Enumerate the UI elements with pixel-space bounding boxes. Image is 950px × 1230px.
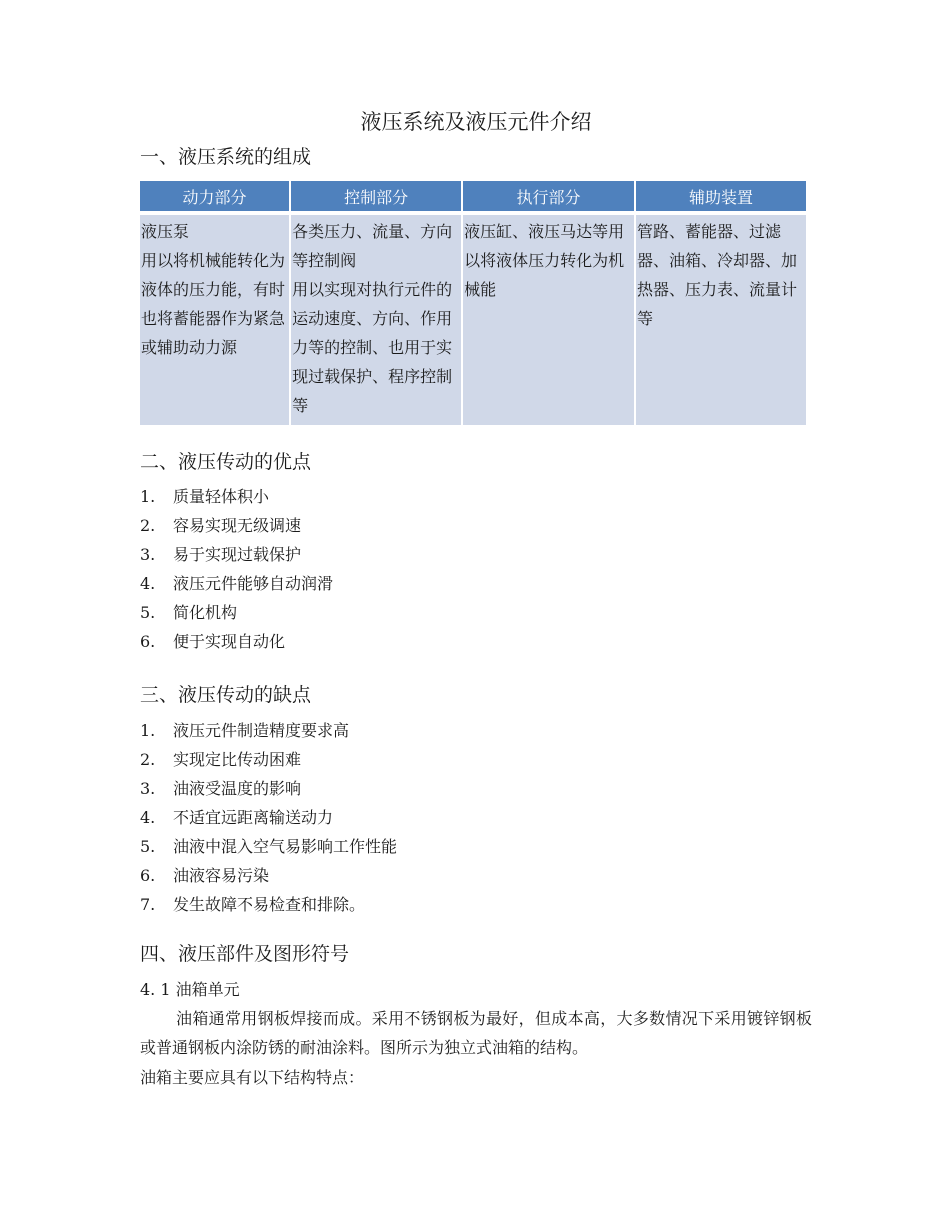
table-row bbox=[140, 215, 806, 425]
disadvantages-list bbox=[140, 716, 397, 919]
list-item-number: 7. bbox=[140, 895, 156, 914]
list-item bbox=[140, 774, 397, 803]
list-item bbox=[140, 627, 333, 656]
section-heading-disadvantages: 三、液压传动的缺点 bbox=[140, 684, 312, 706]
list-item-number: 1. bbox=[140, 487, 156, 506]
list-item-text: 液压元件制造精度要求高 bbox=[173, 721, 350, 740]
list-item-text: 液压元件能够自动润滑 bbox=[173, 574, 334, 593]
list-item bbox=[140, 745, 397, 774]
list-item-number: 5. bbox=[140, 837, 156, 856]
list-item bbox=[140, 716, 397, 745]
list-item-text: 质量轻体积小 bbox=[173, 487, 270, 506]
list-item-number: 5. bbox=[140, 603, 156, 622]
table-cell: 液压泵 用以将机械能转化为液体的压力能，有时也将蓄能器作为紧急或辅助动力源 bbox=[140, 215, 289, 425]
list-item-number: 6. bbox=[140, 632, 156, 651]
list-item-number: 6. bbox=[140, 866, 156, 885]
section-heading-advantages: 二、液压传动的优点 bbox=[140, 451, 312, 473]
list-item-text: 油液容易污染 bbox=[173, 866, 270, 885]
document-title: 液压系统及液压元件介绍 bbox=[360, 110, 592, 134]
section-heading-composition: 一、液压系统的组成 bbox=[140, 146, 312, 168]
list-item bbox=[140, 890, 397, 919]
list-item-number: 4. bbox=[140, 574, 156, 593]
list-item bbox=[140, 511, 333, 540]
section-heading-components: 四、液压部件及图形符号 bbox=[140, 943, 350, 965]
table-header-cell: 执行部分 bbox=[463, 181, 634, 215]
table-header-cell: 控制部分 bbox=[291, 181, 461, 215]
subsection-heading-tank: 4. 1 油箱单元 bbox=[140, 980, 240, 999]
list-item bbox=[140, 569, 333, 598]
list-item bbox=[140, 540, 333, 569]
list-item-number: 3. bbox=[140, 545, 156, 564]
list-item-number: 4. bbox=[140, 808, 156, 827]
list-item-text: 便于实现自动化 bbox=[173, 632, 286, 651]
list-item-text: 油液受温度的影响 bbox=[173, 779, 302, 798]
table-header-cell: 动力部分 bbox=[140, 181, 289, 215]
list-item-number: 3. bbox=[140, 779, 156, 798]
list-item-text: 不适宜远距离输送动力 bbox=[173, 808, 334, 827]
list-item-text: 易于实现过载保护 bbox=[173, 545, 302, 564]
list-item-text: 简化机构 bbox=[173, 603, 238, 622]
list-item-text: 容易实现无级调速 bbox=[173, 516, 302, 535]
table-cell: 液压缸、液压马达等用以将液体压力转化为机械能 bbox=[463, 215, 634, 425]
list-item bbox=[140, 803, 397, 832]
list-item-text: 发生故障不易检查和排除。 bbox=[173, 895, 366, 914]
table-cell: 管路、蓄能器、过滤器、油箱、冷却器、加热器、压力表、流量计等 bbox=[636, 215, 806, 425]
list-item-text: 实现定比传动困难 bbox=[173, 750, 302, 769]
list-item-number: 2. bbox=[140, 516, 156, 535]
table-header-row bbox=[140, 181, 806, 215]
list-item bbox=[140, 861, 397, 890]
list-item bbox=[140, 832, 397, 861]
list-item-number: 1. bbox=[140, 721, 156, 740]
list-item-number: 2. bbox=[140, 750, 156, 769]
table-cell: 各类压力、流量、方向等控制阀 用以实现对执行元件的运动速度、方向、作用力等的控制、也用于实现过载保护、程序控制等 bbox=[291, 215, 461, 425]
paragraph-tank-description: 油箱通常用钢板焊接而成。采用不锈钢板为最好，但成本高，大多数情况下采用镀锌钢板或普通钢板内涂防锈的耐油涂料。图所示为独立式油箱的结构。 bbox=[140, 1009, 812, 1057]
paragraph-tank-features: 油箱主要应具有以下结构特点： bbox=[140, 1068, 365, 1087]
list-item bbox=[140, 482, 333, 511]
list-item bbox=[140, 598, 333, 627]
advantages-list bbox=[140, 482, 333, 656]
composition-table bbox=[138, 181, 808, 425]
table-header-cell: 辅助装置 bbox=[636, 181, 806, 215]
list-item-text: 油液中混入空气易影响工作性能 bbox=[173, 837, 398, 856]
